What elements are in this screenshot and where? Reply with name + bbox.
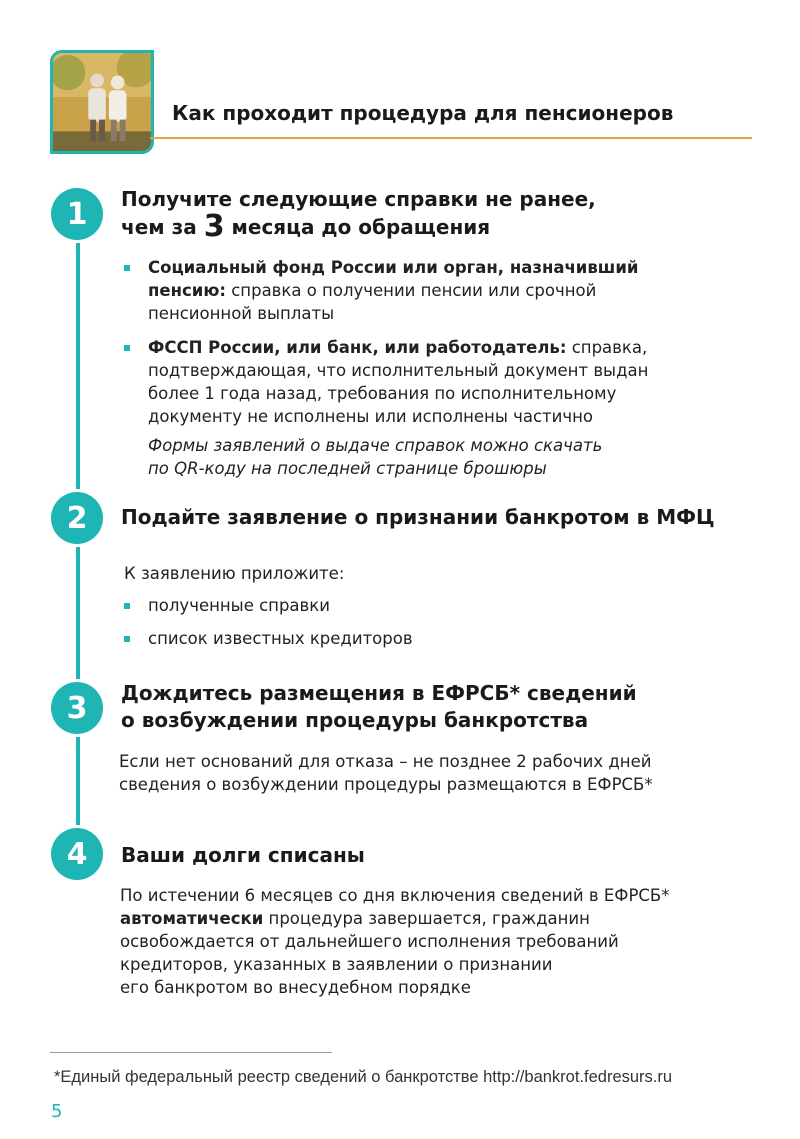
list-item bbox=[124, 256, 648, 325]
step-3-title-line2: о возбуждении процедуры банкротства bbox=[121, 708, 589, 732]
step-1-title bbox=[121, 186, 596, 244]
bullet-square-icon bbox=[124, 603, 130, 609]
elderly-couple-photo bbox=[50, 50, 154, 154]
bullet-bold-text: Социальный фонд России или орган, назначивший bbox=[148, 258, 639, 277]
step-2-title: Подайте заявление о признании банкротом в МФЦ bbox=[121, 505, 715, 529]
list-item bbox=[124, 627, 413, 650]
bullet-text: список известных кредиторов bbox=[148, 629, 413, 648]
bullet-text: более 1 года назад, требования по исполнительному bbox=[148, 384, 617, 403]
bullet-text: подтверждающая, что исполнительный документ выдан bbox=[148, 361, 649, 380]
bullet-text: документу не исполнены или исполнены частично bbox=[148, 407, 594, 426]
footnote: *Единый федеральный реестр сведений о банкротстве http://bankrot.fedresurs.ru bbox=[54, 1068, 673, 1086]
step-2-intro: К заявлению приложите: bbox=[124, 564, 345, 583]
bullet-bold-text: пенсию: bbox=[148, 281, 226, 300]
list-item bbox=[124, 336, 648, 428]
bullet-text: полученные справки bbox=[148, 596, 330, 615]
step-3-text-line: сведения о возбуждении процедуры размещаются в ЕФРСБ* bbox=[119, 775, 653, 794]
step-4-text-line: освобождается от дальнейшего исполнения требований bbox=[120, 932, 619, 951]
step-3-text-line: Если нет оснований для отказа – не позднее 2 рабочих дней bbox=[119, 752, 652, 771]
step-1-number-badge: 1 bbox=[51, 188, 103, 240]
step-1-title-pre: чем за bbox=[121, 215, 204, 239]
step-4-bold-text: автоматически bbox=[120, 909, 264, 928]
bullet-square-icon bbox=[124, 345, 130, 351]
bullet-square-icon bbox=[124, 636, 130, 642]
note-line: Формы заявлений о выдаче справок можно скачать bbox=[148, 436, 603, 455]
step-4-text-line bbox=[120, 907, 670, 930]
step-1-title-post: месяца до обращения bbox=[224, 215, 491, 239]
step-4-title: Ваши долги списаны bbox=[121, 843, 365, 867]
step-1-bullet-list bbox=[124, 256, 648, 428]
footnote-divider bbox=[50, 1052, 332, 1053]
list-item bbox=[124, 594, 413, 617]
step-4-text-line: По истечении 6 месяцев со дня включения сведений в ЕФРСБ* bbox=[120, 886, 670, 905]
page-number: 5 bbox=[51, 1101, 63, 1122]
step-1-title-months: 3 bbox=[203, 209, 225, 244]
step-4-number-badge: 4 bbox=[51, 828, 103, 880]
header-divider bbox=[150, 137, 752, 139]
step-2-number-badge: 2 bbox=[51, 492, 103, 544]
step-2-bullet-list bbox=[124, 594, 413, 650]
bullet-bold-text: ФССП России, или банк, или работодатель: bbox=[148, 338, 567, 357]
bullet-square-icon bbox=[124, 265, 130, 271]
bullet-text: пенсионной выплаты bbox=[148, 304, 335, 323]
step-1-title-line2 bbox=[121, 209, 596, 244]
step-1-title-line1: Получите следующие справки не ранее, bbox=[121, 187, 596, 211]
page-title: Как проходит процедура для пенсионеров bbox=[172, 101, 674, 125]
step-3-title-line1: Дождитесь размещения в ЕФРСБ* сведений bbox=[121, 681, 637, 705]
step-4-text-rest: процедура завершается, гражданин bbox=[263, 909, 590, 928]
step-3-title bbox=[121, 680, 637, 734]
step-3-number-badge: 3 bbox=[51, 682, 103, 734]
step-1-note bbox=[148, 434, 602, 480]
step-4-text bbox=[120, 884, 670, 999]
bullet-text: справка о получении пенсии или срочной bbox=[225, 281, 597, 300]
bullet-text: справка, bbox=[566, 338, 648, 357]
step-4-text-line: кредиторов, указанных в заявлении о признании bbox=[120, 955, 553, 974]
step-4-text-line: его банкротом во внесудебном порядке bbox=[120, 978, 471, 997]
step-3-text bbox=[119, 750, 653, 796]
note-line: по QR-коду на последней странице брошюры bbox=[148, 459, 547, 478]
